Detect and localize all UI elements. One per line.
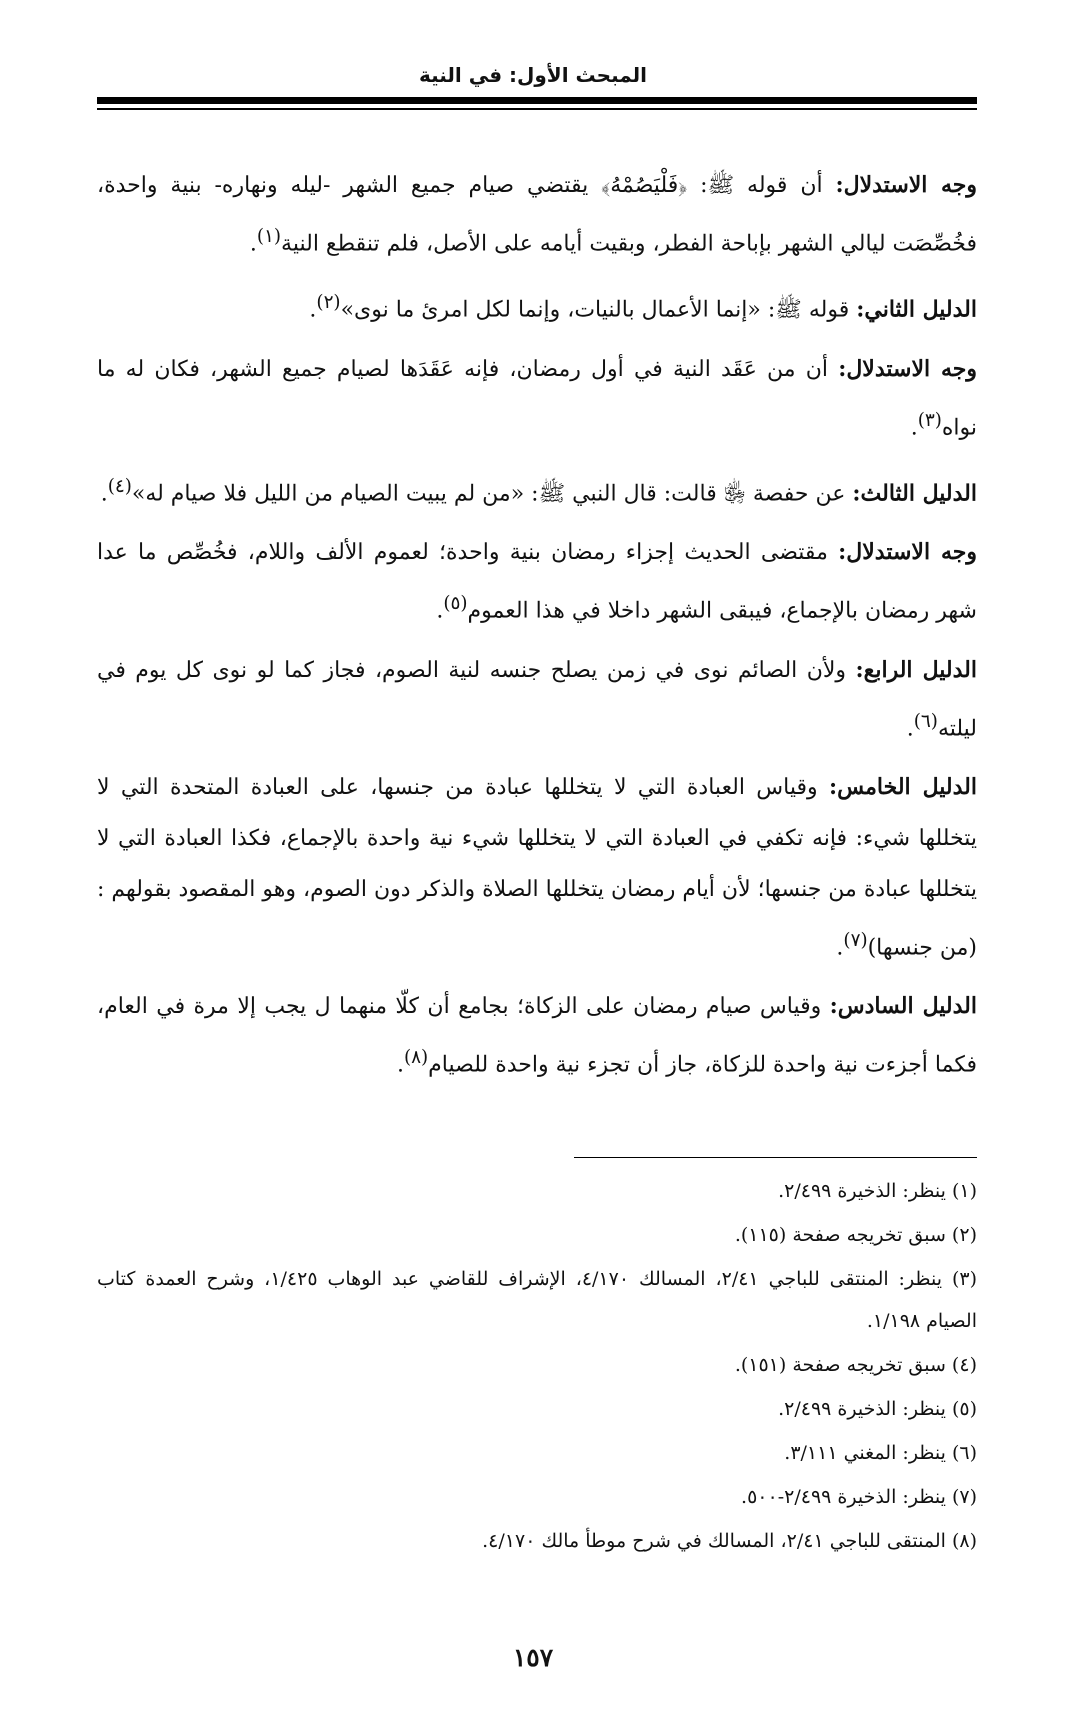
paragraph-text: أن من عَقَد النية في أول رمضان، فإنه عَقَدَها لصيام جميع الشهر، فكان له ما نواه — [97, 356, 977, 440]
footnote: (٥) ينظر: الذخيرة ٢/٤٩٩. — [778, 1398, 977, 1420]
footnote-ref: (٧) — [843, 929, 868, 951]
footnote-ref: (٣) — [917, 409, 942, 431]
paragraph-label: الدليل الخامس: — [828, 773, 977, 800]
header-rule-thick — [97, 97, 977, 104]
running-header: المبحث الأول: في النية — [418, 63, 648, 87]
paragraph-label: وجه الاستدلال: — [835, 172, 977, 198]
paragraph-text: وقياس العبادة التي لا يتخللها عبادة من جنسها، على العبادة المتحدة التي لا يتخللها شيء: فإنه تكفي في العبادة التي لا يتخللها شيء نية واحدة بالإجماع، فكذا العبادة التي لا يتخللها عبادة من جنسها؛ لأن أيام رمضان يتخللها الصلاة والذكر دون الصوم، وهو المقصود بقولهم : (من جنسها) — [97, 774, 977, 961]
footnote-ref: (٤) — [107, 475, 132, 497]
footnote: (٢) سبق تخريجه صفحة (١١٥). — [734, 1224, 977, 1246]
paragraph-label: الدليل الثاني: — [856, 296, 977, 323]
footnote-ref: (١) — [256, 226, 282, 247]
footnote-ref: (٥) — [443, 593, 468, 615]
paragraph — [97, 461, 977, 519]
footnotes — [97, 1170, 977, 1564]
paragraph-text: مقتضى الحديث إجزاء رمضان بنية واحدة؛ لعموم الألف واللام، فخُصِّص ما عدا شهر رمضان بالإجماع، فيبقى الشهر داخلا في هذا العموم — [97, 540, 977, 624]
header-rule-thin — [97, 108, 977, 110]
paragraph-label: وجه الاستدلال: — [838, 355, 977, 382]
footnote-ref: (٨) — [404, 1047, 429, 1069]
paragraph-end: . — [309, 297, 317, 323]
footnote-separator — [574, 1157, 977, 1158]
footnote-ref: (٢) — [316, 292, 341, 314]
paragraph-text: أن قوله ﷺ: ﴿فَلْيَصُمْهُ﴾ يقتضي صيام جميع الشهر -ليله ونهاره- بنية واحدة، فخُصِّصَت ليالي الشهر بإباحة الفطر، وبقيت أيامه على الأصل، فلم تنقطع النية — [97, 173, 977, 257]
paragraph-end: . — [836, 935, 844, 961]
paragraph-end: . — [910, 414, 918, 440]
paragraph-label: الدليل السادس: — [829, 993, 977, 1020]
footnote: (٦) ينظر: المغني ٣/١١١. — [784, 1442, 977, 1464]
paragraph — [97, 645, 977, 754]
page-number: ١٥٧ — [512, 1643, 554, 1672]
paragraph — [97, 981, 977, 1090]
paragraph-label: الدليل الثالث: — [852, 480, 977, 507]
footnote: (٨) المنتقى للباجي ٢/٤١، المسالك في شرح موطأ مالك ٤/١٧٠. — [482, 1530, 977, 1552]
paragraph-label: الدليل الرابع: — [855, 656, 977, 683]
paragraph-text: وقياس صيام رمضان على الزكاة؛ بجامع أن كلّا منهما ل يجب إلا مرة في العام، فكما أجزءت نية واحدة للزكاة، جاز أن تجزء نية واحدة للصيام — [97, 994, 977, 1078]
paragraph-end: . — [436, 598, 444, 624]
paragraph-text: ولأن الصائم نوى في زمن يصلح جنسه لنية الصوم، فجاز كما لو نوى كل يوم في ليلته — [97, 657, 977, 741]
footnote-ref: (٦) — [913, 710, 938, 732]
footnote: (٤) سبق تخريجه صفحة (١٥١). — [734, 1354, 977, 1376]
paragraph — [97, 527, 977, 636]
main-text — [97, 160, 977, 1099]
paragraph — [97, 762, 977, 973]
paragraph-end: . — [100, 481, 108, 507]
paragraph-label: وجه الاستدلال: — [838, 539, 978, 566]
footnote: (٧) ينظر: الذخيرة ٢/٤٩٩-٥٠٠. — [741, 1486, 977, 1508]
paragraph-text: قوله ﷺ: «إنما الأعمال بالنيات، وإنما لكل امرئ ما نوى» — [340, 297, 850, 323]
paragraph-end: . — [397, 1052, 404, 1078]
paragraph — [97, 344, 977, 453]
paragraph — [97, 160, 977, 269]
footnote: (٣) ينظر: المنتقى للباجي ٢/٤١، المسالك ٤/١٧٠، الإشراف للقاضي عبد الوهاب ١/٤٢٥، وشرح العمدة كتاب الصيام ١/١٩٨. — [97, 1268, 978, 1332]
paragraph-end: . — [249, 231, 257, 257]
paragraph-end: . — [906, 715, 914, 741]
paragraph-text: عن حفصة ﵂ قالت: قال النبي ﷺ: «من لم يبيت الصيام من الليل فلا صيام له» — [131, 481, 846, 507]
footnote: (١) ينظر: الذخيرة ٢/٤٩٩. — [778, 1180, 977, 1202]
paragraph — [97, 277, 977, 335]
